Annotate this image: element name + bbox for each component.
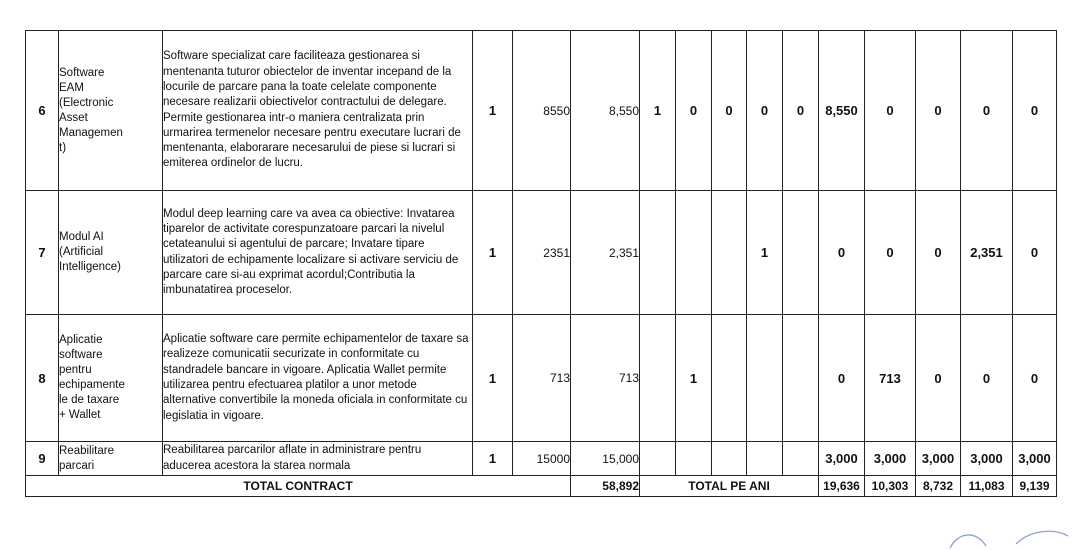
- year-value: 0: [961, 31, 1013, 191]
- item-quantity: 1: [473, 31, 513, 191]
- item-quantity: 1: [473, 315, 513, 442]
- item-unit-price: 8550: [513, 31, 571, 191]
- item-name: Software EAM (Electronic Asset Managemen t): [59, 31, 163, 191]
- year-total: 10,303: [865, 476, 916, 497]
- year-value: 3,000: [865, 442, 916, 476]
- table-body: [26, 31, 1057, 476]
- year-flag: [747, 315, 783, 442]
- table-row: [26, 442, 1057, 476]
- year-value: 3,000: [819, 442, 865, 476]
- year-flag: [676, 442, 712, 476]
- item-value: 15,000: [571, 442, 640, 476]
- table-row: [26, 191, 1057, 315]
- year-flag: 0: [676, 31, 712, 191]
- year-flag: [712, 191, 747, 315]
- item-quantity: 1: [473, 191, 513, 315]
- year-total: 19,636: [819, 476, 865, 497]
- year-value: 0: [819, 191, 865, 315]
- year-flag: 1: [676, 315, 712, 442]
- contract-table: [25, 30, 1057, 497]
- year-flag: [747, 442, 783, 476]
- year-value: 0: [916, 191, 961, 315]
- row-number: 7: [26, 191, 59, 315]
- year-total: 11,083: [961, 476, 1013, 497]
- table-row: [26, 31, 1057, 191]
- year-flag: [783, 442, 819, 476]
- year-flag: [783, 315, 819, 442]
- year-value: 8,550: [819, 31, 865, 191]
- year-flag: [712, 315, 747, 442]
- year-flag: [676, 191, 712, 315]
- year-total: 9,139: [1013, 476, 1057, 497]
- year-value: 0: [865, 31, 916, 191]
- year-value: 0: [1013, 31, 1057, 191]
- year-value: 0: [1013, 191, 1057, 315]
- item-value: 2,351: [571, 191, 640, 315]
- year-value: 0: [865, 191, 916, 315]
- total-years-label: TOTAL PE ANI: [640, 476, 819, 497]
- year-total: 8,732: [916, 476, 961, 497]
- year-value: 0: [1013, 315, 1057, 442]
- total-contract-value: 58,892: [571, 476, 640, 497]
- item-name: Aplicatie software pentru echipamente le de taxare + Wallet: [59, 315, 163, 442]
- year-value: 2,351: [961, 191, 1013, 315]
- year-value: 3,000: [1013, 442, 1057, 476]
- year-value: 713: [865, 315, 916, 442]
- row-number: 9: [26, 442, 59, 476]
- total-row: [26, 476, 1057, 497]
- year-value: 0: [916, 31, 961, 191]
- item-name: Reabilitare parcari: [59, 442, 163, 476]
- item-value: 713: [571, 315, 640, 442]
- signature-mark: [930, 520, 1070, 550]
- year-value: 3,000: [916, 442, 961, 476]
- total-contract-label: TOTAL CONTRACT: [26, 476, 571, 497]
- item-description: Reabilitarea parcarilor aflate in administrare pentru aducerea acestora la starea normala: [163, 442, 473, 476]
- year-flag: [640, 191, 676, 315]
- item-description: Software specializat care faciliteaza gestionarea si mentenanta tuturor obiectelor de inventar incepand de la locurile de parcare pana la toate celelate componente necesare realizarii obiectivelor contractului de delegare. Permite gestionarea intr-o maniera centralizata prin urmarirea termenelor necesare pentru executare lucrari de mentenanta, elaborarare necesarului de piese si lucrari si emiterea ordinelor de lucru.: [163, 31, 473, 191]
- year-flag: 0: [783, 31, 819, 191]
- item-unit-price: 2351: [513, 191, 571, 315]
- year-flag: [640, 442, 676, 476]
- year-value: 0: [916, 315, 961, 442]
- year-flag: [640, 315, 676, 442]
- row-number: 6: [26, 31, 59, 191]
- item-unit-price: 713: [513, 315, 571, 442]
- item-quantity: 1: [473, 442, 513, 476]
- item-name: Modul AI (Artificial Intelligence): [59, 191, 163, 315]
- item-description: Aplicatie software care permite echipamentelor de taxare sa realizeze comunicatii securizate in conformitate cu standradele bancare in vigoare. Aplicatia Wallet permite utilizarea pentru efectuarea platilor a unor metode alternative convertibile la moneda oficiala in conformitate cu legislatia in vigoare.: [163, 315, 473, 442]
- year-value: 3,000: [961, 442, 1013, 476]
- row-number: 8: [26, 315, 59, 442]
- year-flag: 1: [640, 31, 676, 191]
- year-value: 0: [961, 315, 1013, 442]
- year-flag: [783, 191, 819, 315]
- year-flag: 0: [712, 31, 747, 191]
- item-description: Modul deep learning care va avea ca obiective: Invatarea tiparelor de activitate corespunzatoare parcari la nivelul cetateanului si agentului de parcare; Invatare tipare utilizatori de echipamente localizare si activare serviciu de parcare care si-au exprimat acordul;Contributia la imbunatatirea proceselor.: [163, 191, 473, 315]
- table-row: [26, 315, 1057, 442]
- year-flag: 0: [747, 31, 783, 191]
- item-unit-price: 15000: [513, 442, 571, 476]
- item-value: 8,550: [571, 31, 640, 191]
- year-flag: [712, 442, 747, 476]
- year-value: 0: [819, 315, 865, 442]
- year-flag: 1: [747, 191, 783, 315]
